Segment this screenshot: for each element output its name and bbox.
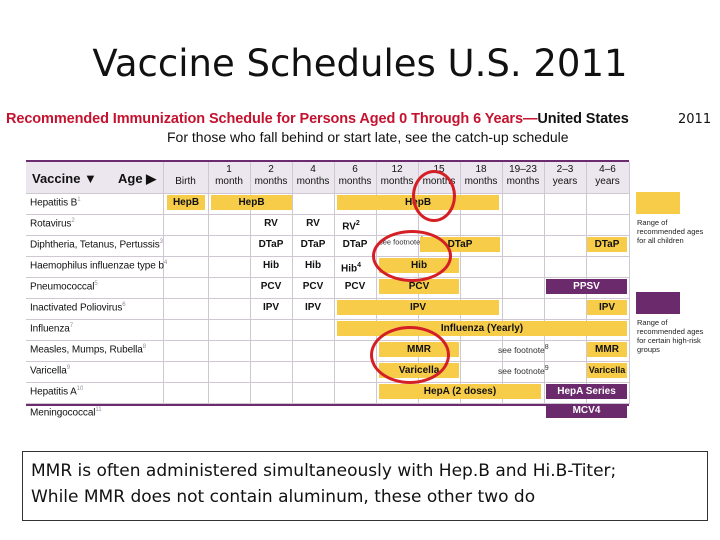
age-header-bottom: months [464, 176, 498, 187]
vaccine-name-label: Varicella [30, 365, 67, 377]
bar-hib-4: Hib [304, 260, 322, 271]
vaccine-name-label: Meningococcal [30, 407, 96, 419]
row-divider [26, 298, 629, 299]
callout-line-2: While MMR does not contain aluminum, these other two do [31, 487, 536, 507]
bar-hib-6-label: Hib [340, 263, 358, 273]
bar-dtap-15-18: DTaP [420, 237, 500, 252]
bar-mmr-12-15: MMR [379, 342, 459, 357]
bar-hepa-series: HepA Series [546, 384, 627, 399]
age-header-top: 4–6 [599, 164, 616, 175]
bar-ipv-4-6: IPV [587, 300, 627, 315]
vaccine-name [30, 239, 163, 250]
bar-hepb-1-2: HepB [211, 195, 292, 210]
vaccine-footnote-number: 7 [69, 323, 73, 329]
vaccine-footnote-number: 2 [71, 218, 75, 224]
age-header-4 [334, 164, 376, 188]
age-header-top: 6 [352, 164, 358, 175]
vaccine-column-header: Vaccine ▼ [32, 171, 97, 186]
bar-influenza: Influenza (Yearly) [337, 321, 627, 336]
age-header-5 [376, 164, 418, 188]
vaccine-name-label: Hepatitis A [30, 386, 77, 398]
age-header-9 [544, 164, 586, 188]
bar-ppsv: PPSV [546, 279, 627, 294]
bar-hib-6-sup: 4 [357, 262, 361, 269]
age-header-top: 2 [268, 164, 274, 175]
mmr-footnote-text: see footnote [498, 344, 545, 355]
vaccine-footnote-number: 11 [95, 407, 102, 413]
row-divider [26, 256, 629, 257]
bar-ipv-4: IPV [304, 302, 322, 313]
vaccine-name [30, 218, 75, 229]
bar-hepa: HepA (2 doses) [379, 384, 541, 399]
vaccine-name [30, 323, 73, 334]
row-divider [26, 235, 629, 236]
vaccine-name [30, 386, 83, 397]
age-header-8 [502, 164, 544, 188]
vaccine-name [30, 344, 146, 355]
age-header-top: 18 [475, 164, 487, 175]
vaccine-name-label: Influenza [30, 323, 70, 335]
callout-box [22, 451, 708, 521]
age-header-bottom: months [296, 176, 330, 187]
row-divider [26, 193, 629, 194]
bar-hepb-birth: HepB [167, 195, 205, 210]
vaccine-name [30, 197, 81, 208]
vaccine-name [30, 281, 98, 292]
legend-purple-text: Range of recommended ages for certain high-risk groups [637, 318, 704, 354]
bar-rv-6-label: RV [342, 221, 356, 231]
column-divider [163, 162, 164, 404]
age-header-top: 19–23 [509, 164, 537, 175]
vaccine-footnote-number: 3 [159, 239, 163, 245]
age-header-top: 4 [310, 164, 316, 175]
age-header-2 [250, 164, 292, 188]
age-header-bottom: months [254, 176, 288, 187]
age-column-header: Age ▶ [118, 171, 157, 186]
annotation-circle-mmr [370, 326, 450, 384]
bar-pcv-2: PCV [260, 281, 282, 292]
column-divider [629, 162, 630, 404]
vaccine-name [30, 302, 126, 313]
bar-hib-6 [336, 258, 366, 273]
schedule-header-title: Recommended Immunization Schedule for Persons Aged 0 Through 6 Years [6, 111, 523, 127]
vaccine-footnote-number: 6 [122, 302, 126, 308]
bar-rv-6-sup: 2 [355, 220, 360, 227]
bar-rv-4: RV [306, 218, 320, 229]
vaccine-footnote-number: 8 [142, 344, 146, 350]
row-divider [26, 319, 629, 320]
age-header-top [163, 164, 208, 176]
bar-varicella-4-6: Varicella [587, 363, 627, 378]
age-header-bottom: years [595, 176, 620, 187]
row-divider [26, 361, 629, 362]
bar-dtap-4: DTaP [300, 239, 326, 250]
mmr-footnote [498, 343, 549, 355]
vaccine-footnote-number: 1 [77, 197, 81, 203]
age-header-top: 12 [391, 164, 403, 175]
legend-yellow-swatch [636, 192, 680, 214]
bar-pcv-6: PCV [344, 281, 366, 292]
vaccine-name-label: Pneumococcal [30, 281, 95, 293]
vaccine-name-label: Hepatitis B [30, 197, 78, 209]
varicella-footnote-text: see footnote [498, 365, 545, 376]
legend-purple-swatch [636, 292, 680, 314]
age-header-top: 1 [226, 164, 232, 175]
varicella-footnote-sup: 9 [544, 364, 549, 372]
row-divider [26, 340, 629, 341]
row-divider [26, 277, 629, 278]
row-divider [26, 403, 629, 404]
bar-varicella-12-15: Varicella [379, 363, 459, 378]
column-divider [292, 162, 293, 404]
vaccine-footnote-number: 9 [66, 365, 70, 371]
row-divider [26, 382, 629, 383]
varicella-footnote [498, 364, 549, 376]
bar-rv-2: RV [264, 218, 278, 229]
year-label: 2011 [678, 112, 712, 127]
schedule-header [6, 111, 629, 127]
annotation-circle-hepb [412, 170, 456, 222]
bar-hib-2: Hib [262, 260, 280, 271]
vaccine-name [30, 407, 101, 418]
slide-title: Vaccine Schedules U.S. 2011 [92, 42, 628, 85]
schedule-subheader: For those who fall behind or start late, see the catch-up schedule [167, 129, 569, 145]
schedule-header-dash: — [522, 111, 538, 127]
age-header-10 [586, 164, 629, 188]
age-header-bottom: month [215, 176, 243, 187]
annotation-circle-hib [372, 230, 452, 282]
bar-mcv4: MCV4 [546, 404, 627, 418]
bar-ipv-6-18: IPV [337, 300, 499, 315]
age-header-3 [292, 164, 334, 188]
schedule-header-country: United States [537, 111, 629, 127]
legend-yellow-text: Range of recommended ages for all children [637, 218, 704, 245]
dtap-footnote-text: see footnote [379, 237, 421, 247]
bar-hepb-6-18: HepB [337, 195, 499, 210]
vaccine-name-label: Rotavirus [30, 218, 72, 230]
vaccine-name [30, 365, 70, 376]
age-header-top: 2–3 [556, 164, 574, 175]
bar-pcv-4: PCV [302, 281, 324, 292]
vaccine-name-label: Inactivated Poliovirus [30, 302, 123, 314]
age-header-bottom: months [380, 176, 414, 187]
age-header-bottom: years [552, 176, 578, 187]
bar-dtap-4-6: DTaP [587, 237, 627, 252]
age-header-top: 15 [433, 164, 445, 175]
column-divider [334, 162, 335, 404]
age-header-7 [460, 164, 502, 188]
age-header-0 [163, 164, 208, 188]
age-header-bottom: months [338, 176, 372, 187]
bar-ipv-2: IPV [262, 302, 280, 313]
bar-dtap-6: DTaP [342, 239, 368, 250]
age-header-bottom: months [506, 176, 540, 187]
row-divider [26, 214, 629, 215]
bar-mmr-4-6: MMR [587, 342, 627, 357]
age-header-bottom: Birth [175, 176, 196, 187]
vaccine-footnote-number: 4 [163, 260, 168, 266]
mmr-footnote-sup: 8 [544, 343, 549, 351]
bar-hib-12-15: Hib [379, 258, 459, 273]
vaccine-name-label: Measles, Mumps, Rubella [30, 344, 143, 356]
bar-pcv-12-15: PCV [379, 279, 459, 294]
age-header-bottom: months [422, 176, 456, 187]
callout-line-1: MMR is often administered simultaneously with Hep.B and Hi.B-Titer; [31, 461, 617, 481]
age-header-1 [208, 164, 250, 188]
vaccine-name-label: Haemophilus influenzae type b [30, 260, 164, 272]
bar-dtap-2: DTaP [258, 239, 284, 250]
vaccine-name [30, 260, 167, 271]
column-divider [208, 162, 209, 404]
vaccine-footnote-number: 5 [94, 281, 98, 287]
vaccine-name-label: Diphtheria, Tetanus, Pertussis [30, 239, 160, 251]
vaccine-footnote-number: 10 [76, 386, 84, 392]
bar-rv-6 [336, 216, 366, 231]
